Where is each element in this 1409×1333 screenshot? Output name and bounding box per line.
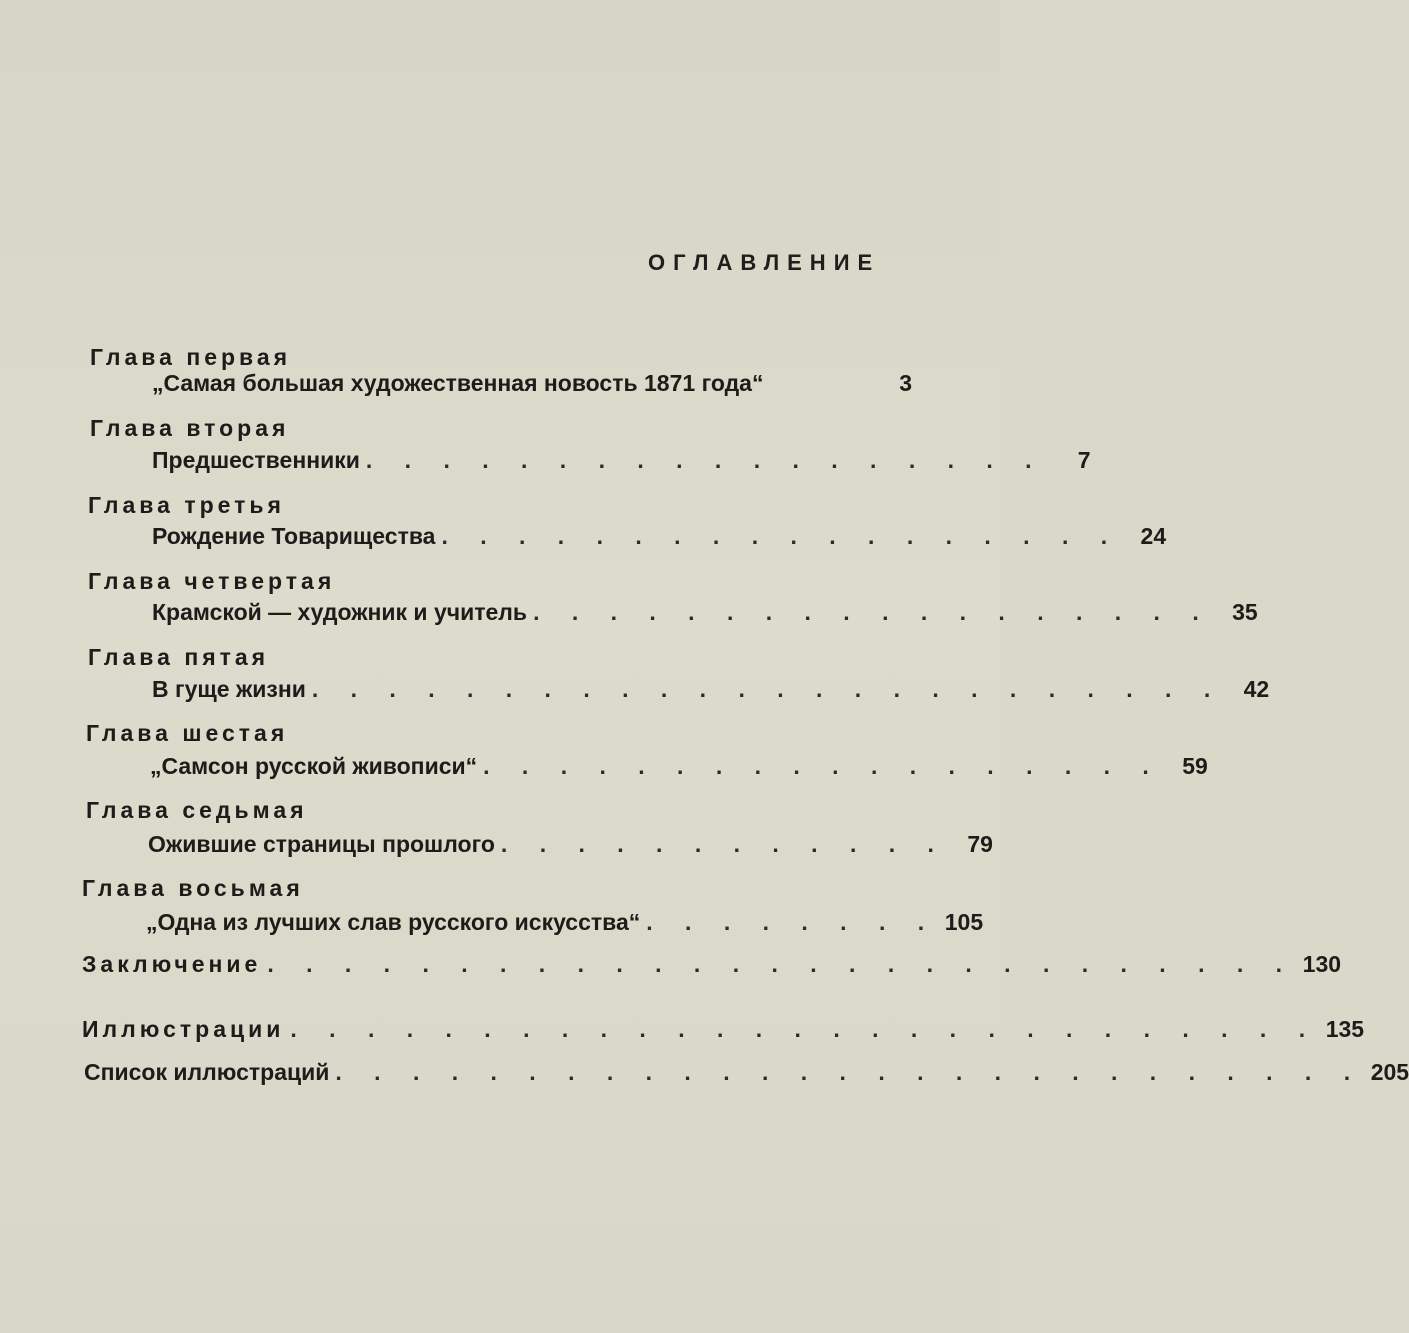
toc-entry (148, 829, 993, 859)
page-number: 7 (1077, 447, 1091, 473)
entry-title: Крамской — художник и учитель (152, 599, 528, 625)
chapter-label: Глава седьмая (86, 797, 308, 823)
entry-title: Иллюстрации (82, 1016, 285, 1042)
page-number: 3 (899, 370, 912, 396)
dot-leader: . . . . . . . . . . . . (500, 831, 947, 857)
toc-entry (152, 368, 912, 398)
entry-title: „Самая большая художественная новость 1871 года“ (152, 370, 764, 396)
entry-title: Ожившие страницы прошлого (148, 831, 495, 857)
entry-title: Список иллюстраций (84, 1059, 330, 1085)
page-number: 79 (967, 831, 993, 857)
chapter-label: Глава третья (88, 492, 285, 518)
toc-entry (146, 907, 984, 937)
entry-title: Заключение (82, 951, 262, 977)
dot-leader: . . . . . . . . . . . . . . . . . . (441, 523, 1121, 549)
dot-leader: . . . . . . . . (646, 909, 938, 935)
page-number: 24 (1140, 523, 1167, 549)
entry-title: „Одна из лучших слав русского искусства“ (146, 909, 641, 935)
toc-entry-illustration-list (84, 1057, 1409, 1087)
dot-leader: . . . . . . . . . . . . . . . . . . . . . . . . . . . (267, 951, 1296, 977)
chapter-label: Глава пятая (88, 644, 270, 670)
entry-title: „Самсон русской живописи“ (150, 753, 478, 779)
dot-leader: . . . . . . . . . . . . . . . . . . (533, 599, 1212, 625)
toc-heading: ОГЛАВЛЕНИЕ (648, 250, 881, 275)
page-number: 105 (944, 909, 984, 935)
chapter-label: Глава первая (90, 344, 292, 370)
chapter-label: Глава восьмая (82, 875, 304, 901)
page-number: 135 (1325, 1016, 1365, 1042)
page-number: 205 (1370, 1059, 1409, 1085)
entry-title: Рождение Товарищества (152, 523, 436, 549)
chapter-label: Глава вторая (90, 415, 290, 441)
chapter-label: Глава четвертая (88, 568, 336, 594)
dot-leader: . . . . . . . . . . . . . . . . . . . . . . . . (311, 676, 1224, 702)
page-number: 42 (1243, 676, 1270, 702)
dot-leader: . . . . . . . . . . . . . . . . . . (483, 753, 1162, 779)
toc-entry (152, 521, 1167, 551)
dot-leader: . . . . . . . . . . . . . . . . . . . . . . . . . . . (335, 1059, 1364, 1085)
entry-title: В гуще жизни (152, 676, 306, 702)
toc-entry-illustrations (82, 1014, 1365, 1044)
dot-leader: . . . . . . . . . . . . . . . . . . . . . . . . . . . (290, 1016, 1319, 1042)
dot-leader: . . . . . . . . . . . . . . . . . . (365, 447, 1045, 473)
page-number: 130 (1302, 951, 1342, 977)
toc-entry (152, 597, 1258, 627)
page-number: 35 (1232, 599, 1258, 625)
toc-entry-conclusion (82, 949, 1342, 979)
toc-entry (152, 445, 1091, 475)
entry-title: Предшественники (152, 447, 360, 473)
page-number: 59 (1182, 753, 1208, 779)
chapter-label: Глава шестая (86, 720, 289, 746)
toc-entry (152, 674, 1270, 704)
toc-entry (150, 751, 1208, 781)
